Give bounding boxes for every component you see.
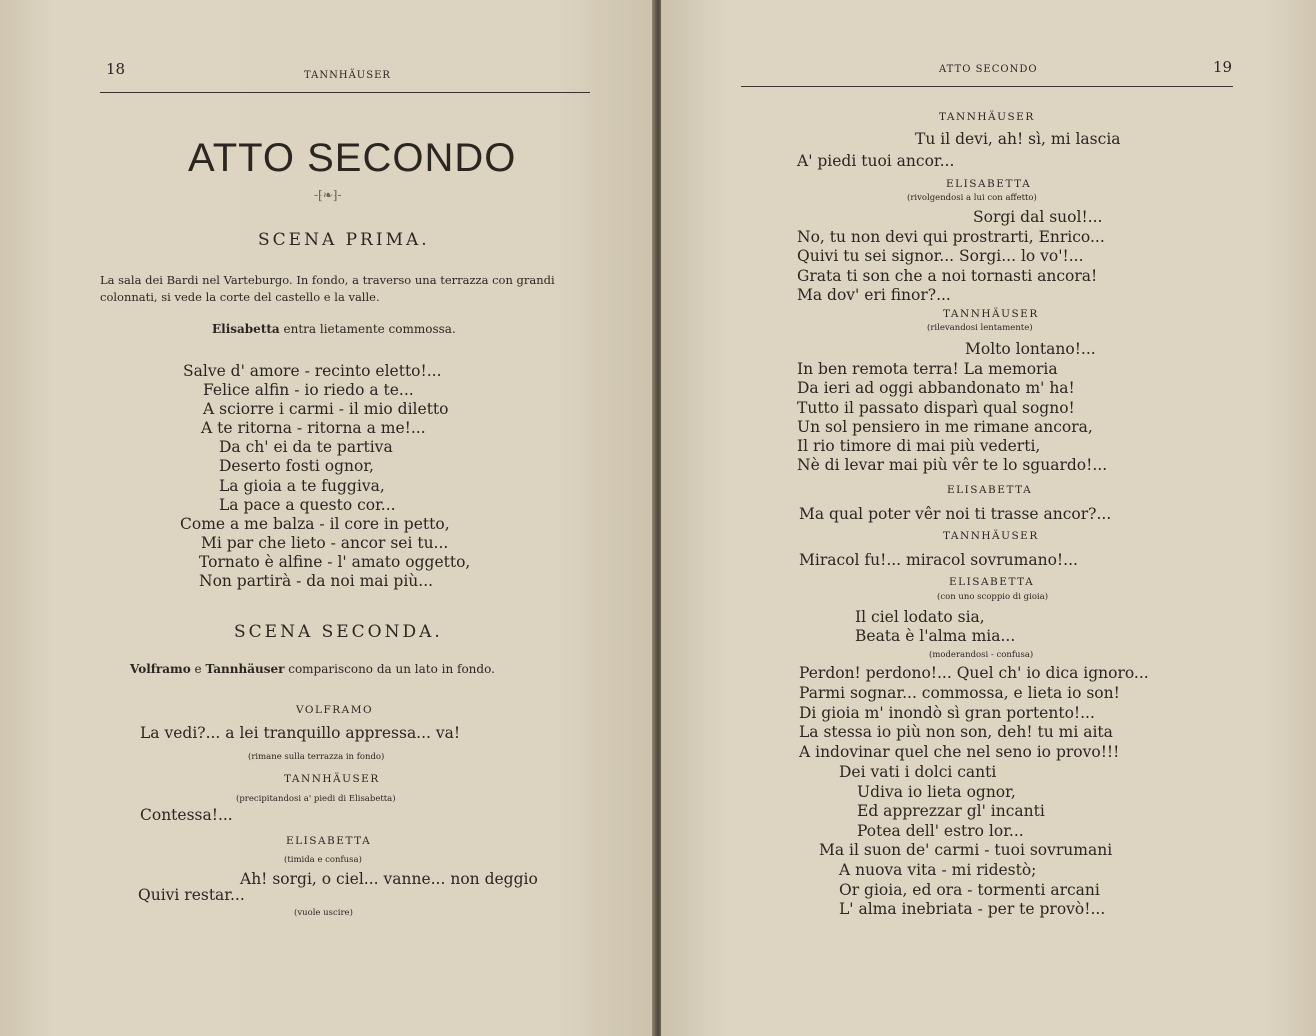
verse-line: Il rio timore di mai più vederti,	[797, 437, 1041, 456]
stage-direction: (vuole uscire)	[294, 908, 353, 918]
speaker: ELISABETTA	[949, 576, 1035, 588]
verse-line: A sciorre i carmi - il mio diletto	[203, 400, 449, 419]
stage-direction: (rivolgendosi a lui con affetto)	[907, 193, 1037, 203]
verse-line: No, tu non devi qui prostrarti, Enrico...	[797, 228, 1105, 246]
verse-line: Da ieri ad oggi abbandonato m' ha!	[797, 379, 1075, 398]
speaker: ELISABETTA	[946, 178, 1032, 190]
stage-direction: (precipitandosi a' piedi di Elisabetta)	[236, 794, 396, 804]
verse-line: Quivi restar...	[138, 886, 245, 904]
direction-text: entra lietamente commossa.	[279, 322, 456, 336]
verse-line: Beata è l'alma mia...	[855, 627, 1016, 645]
verse-line: La stessa io più non son, deh! tu mi aita	[799, 723, 1113, 742]
verse-line: Contessa!...	[140, 806, 233, 824]
verse-line: Sorgi dal suol!...	[973, 208, 1103, 226]
verse-line: Felice alfin - io riedo a te...	[203, 381, 414, 400]
stage-setting: La sala dei Bardi nel Varteburgo. In fondo, a traverso una terrazza con grandi colonnati, si vede la corte del castello e la valle.	[100, 273, 555, 304]
scene-two-title: SCENA SECONDA.	[234, 622, 443, 642]
stage-direction: (timida e confusa)	[284, 855, 362, 865]
right-page	[661, 0, 1316, 1036]
verse-line: Ma il suon de' carmi - tuoi sovrumani	[819, 841, 1113, 860]
speaker: TANNHÄUSER	[939, 111, 1035, 123]
verse-line: La pace a questo cor...	[219, 495, 396, 514]
verse-block	[797, 228, 1105, 305]
verse-line: Da ch' ei da te partiva	[219, 438, 393, 457]
page-number: 18	[106, 60, 126, 78]
verse-line: Tornato è alfine - l' amato oggetto,	[199, 552, 471, 571]
stage-direction: (rilevandosi lentamente)	[927, 323, 1033, 333]
verse-line: Un sol pensiero in me rimane ancora,	[797, 417, 1093, 436]
entrance-direction	[212, 322, 456, 336]
verse-line: In ben remota terra! La memoria	[797, 360, 1058, 378]
verse-line: Ed apprezzar gl' incanti	[857, 802, 1045, 821]
left-page	[0, 0, 655, 1036]
verse-block	[799, 664, 1149, 763]
verse-line: A indovinar quel che nel seno io provo!!!	[799, 743, 1120, 762]
verse-line: Miracol fu!... miracol sovrumano!...	[799, 551, 1078, 569]
verse-line: Grata ti son che a noi tornasti ancora!	[797, 266, 1098, 285]
speaker: TANNHÄUSER	[943, 308, 1039, 320]
verse-line: Or gioia, ed ora - tormenti arcani	[839, 880, 1100, 899]
verse-line: Ma dov' eri finor?...	[797, 285, 951, 304]
verse-line: Tu il devi, ah! sì, mi lascia	[915, 130, 1121, 148]
speaker: ELISABETTA	[947, 484, 1033, 496]
running-head: TANNHÄUSER	[304, 70, 391, 81]
scene-one-title: SCENA PRIMA.	[258, 230, 430, 250]
verse-line: La gioia a te fuggiva,	[219, 476, 385, 495]
aria-verse	[180, 362, 471, 591]
character-name: Volframo	[130, 662, 191, 676]
speaker: TANNHÄUSER	[943, 530, 1039, 542]
verse-line: Potea dell' estro lor...	[857, 821, 1024, 840]
verse-block	[797, 360, 1107, 476]
ornament-divider: -⁅❧⁆-	[314, 188, 342, 202]
verse-line: La vedi?... a lei tranquillo appressa... va!	[140, 724, 461, 742]
stage-direction: (con uno scoppio di gioia)	[937, 592, 1049, 602]
verse-line: Mi par che lieto - ancor sei tu...	[201, 533, 449, 552]
header-rule	[741, 86, 1233, 87]
scene-two-direction	[130, 662, 495, 676]
verse-line: A' piedi tuoi ancor...	[797, 152, 955, 170]
speaker-volframo: VOLFRAMO	[296, 704, 374, 716]
character-name: Tannhäuser	[205, 662, 285, 676]
direction-text: compariscono da un lato in fondo.	[284, 662, 495, 676]
act-title: ATTO SECONDO	[188, 136, 517, 180]
verse-block	[819, 763, 1112, 920]
verse-line: L' alma inebriata - per te provò!...	[839, 900, 1106, 919]
character-name: Elisabetta	[212, 322, 280, 336]
speaker-elisabetta: ELISABETTA	[286, 835, 372, 847]
stage-direction: (rimane sulla terrazza in fondo)	[248, 752, 385, 762]
verse-line: A nuova vita - mi ridestò;	[839, 860, 1037, 879]
verse-line: Deserto fosti ognor,	[219, 457, 374, 476]
verse-line: Ma qual poter vêr noi ti trasse ancor?...	[799, 505, 1112, 523]
verse-line: Tutto il passato disparì qual sogno!	[797, 398, 1075, 417]
verse-line: Dei vati i dolci canti	[839, 763, 997, 781]
verse-line: Non partirà - da noi mai più...	[199, 572, 434, 591]
verse-line: Come a me balza - il core in petto,	[180, 514, 450, 533]
verse-line: Di gioia m' inondò sì gran portento!...	[799, 703, 1095, 722]
verse-line: Il ciel lodato sia,	[855, 608, 985, 626]
verse-line: A te ritorna - ritorna a me!...	[201, 419, 426, 438]
verse-line: Perdon! perdono!... Quel ch' io dica ignoro...	[799, 664, 1149, 682]
page-number: 19	[1213, 58, 1233, 76]
stage-direction: (moderandosi - confusa)	[929, 650, 1034, 660]
header-rule	[100, 92, 590, 93]
verse-line: Nè di levar mai più vêr te lo sguardo!...	[797, 456, 1108, 475]
running-head: ATTO SECONDO	[939, 64, 1038, 75]
verse-line: Ah! sorgi, o ciel... vanne... non deggio	[240, 870, 538, 888]
speaker-tannhauser: TANNHÄUSER	[284, 773, 380, 785]
verse-line: Molto lontano!...	[965, 340, 1096, 358]
verse-line: Salve d' amore - recinto eletto!...	[183, 362, 442, 380]
direction-text: e	[190, 662, 206, 676]
verse-line: Udiva io lieta ognor,	[857, 782, 1016, 801]
verse-line: Quivi tu sei signor... Sorgi... lo vo'!...	[797, 247, 1084, 266]
verse-line: Parmi sognar... commossa, e lieta io son!	[799, 683, 1120, 702]
